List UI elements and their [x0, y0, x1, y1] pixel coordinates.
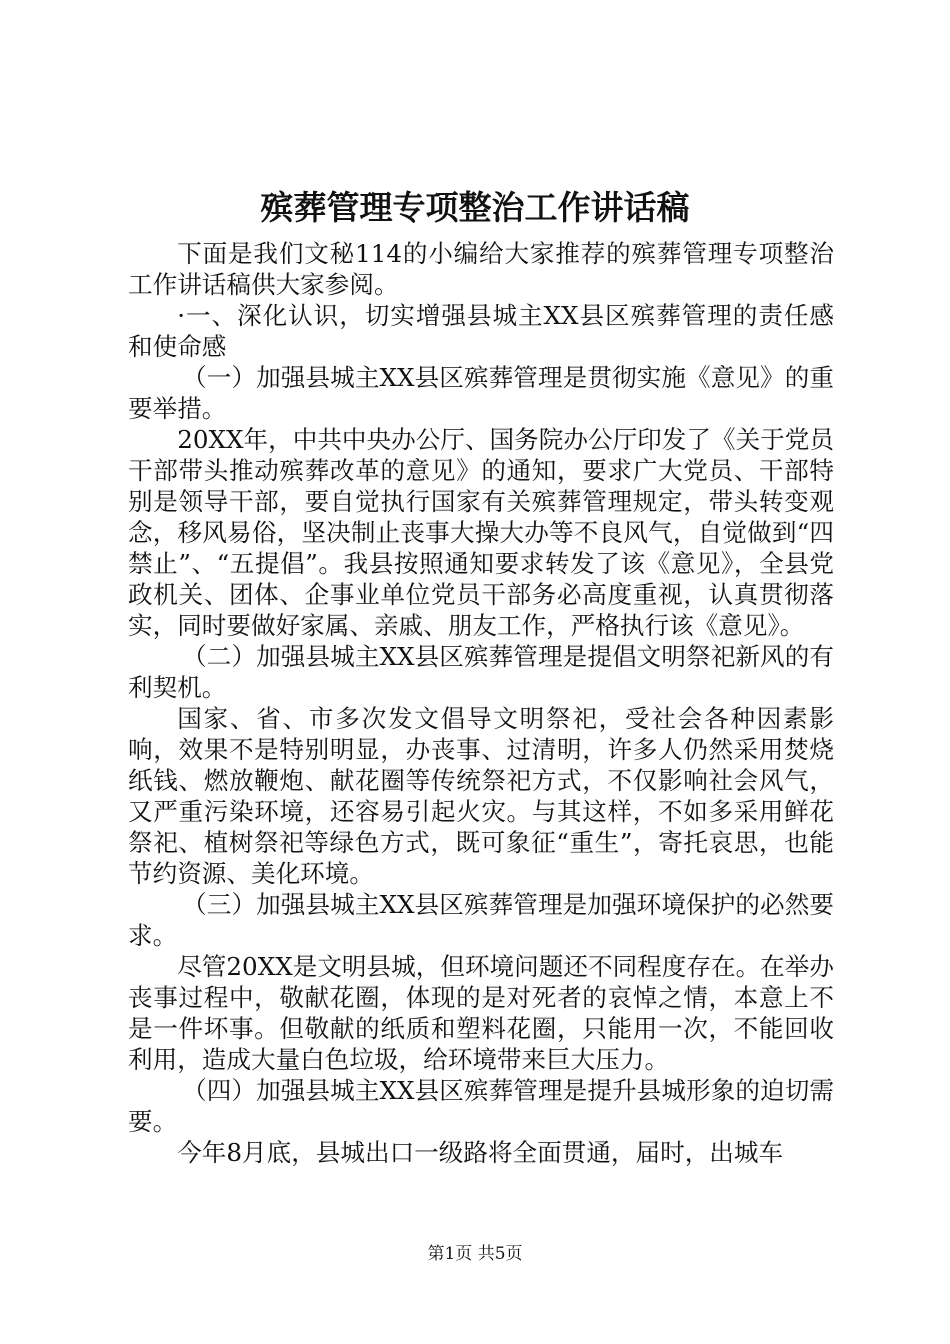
- subsection-heading-1: （一）加强县城主XX县区殡葬管理是贯彻实施《意见》的重要举措。: [128, 363, 834, 423]
- subsection-heading-4: （四）加强县城主XX县区殡葬管理是提升县城形象的迫切需要。: [128, 1076, 834, 1136]
- body-paragraph-1: 20XX年，中共中央办公厅、国务院办公厅印发了《关于党员干部带头推动殡葬改革的意见》的通知，要求广大党员、干部特别是领导干部，要自觉执行国家有关殡葬管理规定，带头转变观念，移风易俗，坚决制止丧事大操大办等不良风气，自觉做到“四禁止”、“五提倡”。我县按照通知要求转发了该《意见》，全县党政机关、团体、企事业单位党员干部务必高度重视，认真贯彻落实，同时要做好家属、亲戚、朋友工作，严格执行该《意见》。: [128, 425, 834, 640]
- section-heading-1: ·一、深化认识，切实增强县城主XX县区殡葬管理的责任感和使命感: [128, 301, 834, 361]
- body-paragraph-4: 今年8月底，县城出口一级路将全面贯通，届时，出城车: [177, 1138, 784, 1167]
- body-paragraph-3: 尽管20XX是文明县城，但环境问题还不同程度存在。在举办丧事过程中，敬献花圈，体现的是对死者的哀悼之情，本意上不是一件坏事。但敬献的纸质和塑料花圈，只能用一次，不能回收利用，造成大量白色垃圾，给环境带来巨大压力。: [128, 952, 834, 1074]
- page-number-footer: 第1页 共5页: [427, 1244, 523, 1264]
- subsection-heading-3: （三）加强县城主XX县区殡葬管理是加强环境保护的必然要求。: [128, 890, 834, 950]
- body-paragraph-2: 国家、省、市多次发文倡导文明祭祀，受社会各种因素影响，效果不是特别明显，办丧事、过清明，许多人仍然采用焚烧纸钱、燃放鞭炮、献花圈等传统祭祀方式，不仅影响社会风气，又严重污染环境，还容易引起火灾。与其这样，不如多采用鲜花祭祀、植树祭祀等绿色方式，既可象征“重生”，寄托哀思，也能节约资源、美化环境。: [128, 704, 834, 888]
- document-title: 殡葬管理专项整治工作讲话稿: [260, 188, 690, 227]
- subsection-heading-2: （二）加强县城主XX县区殡葬管理是提倡文明祭祀新风的有利契机。: [128, 642, 834, 702]
- document-body: [128, 238, 834, 1168]
- intro-paragraph: 下面是我们文秘114的小编给大家推荐的殡葬管理专项整治工作讲话稿供大家参阅。: [128, 239, 834, 299]
